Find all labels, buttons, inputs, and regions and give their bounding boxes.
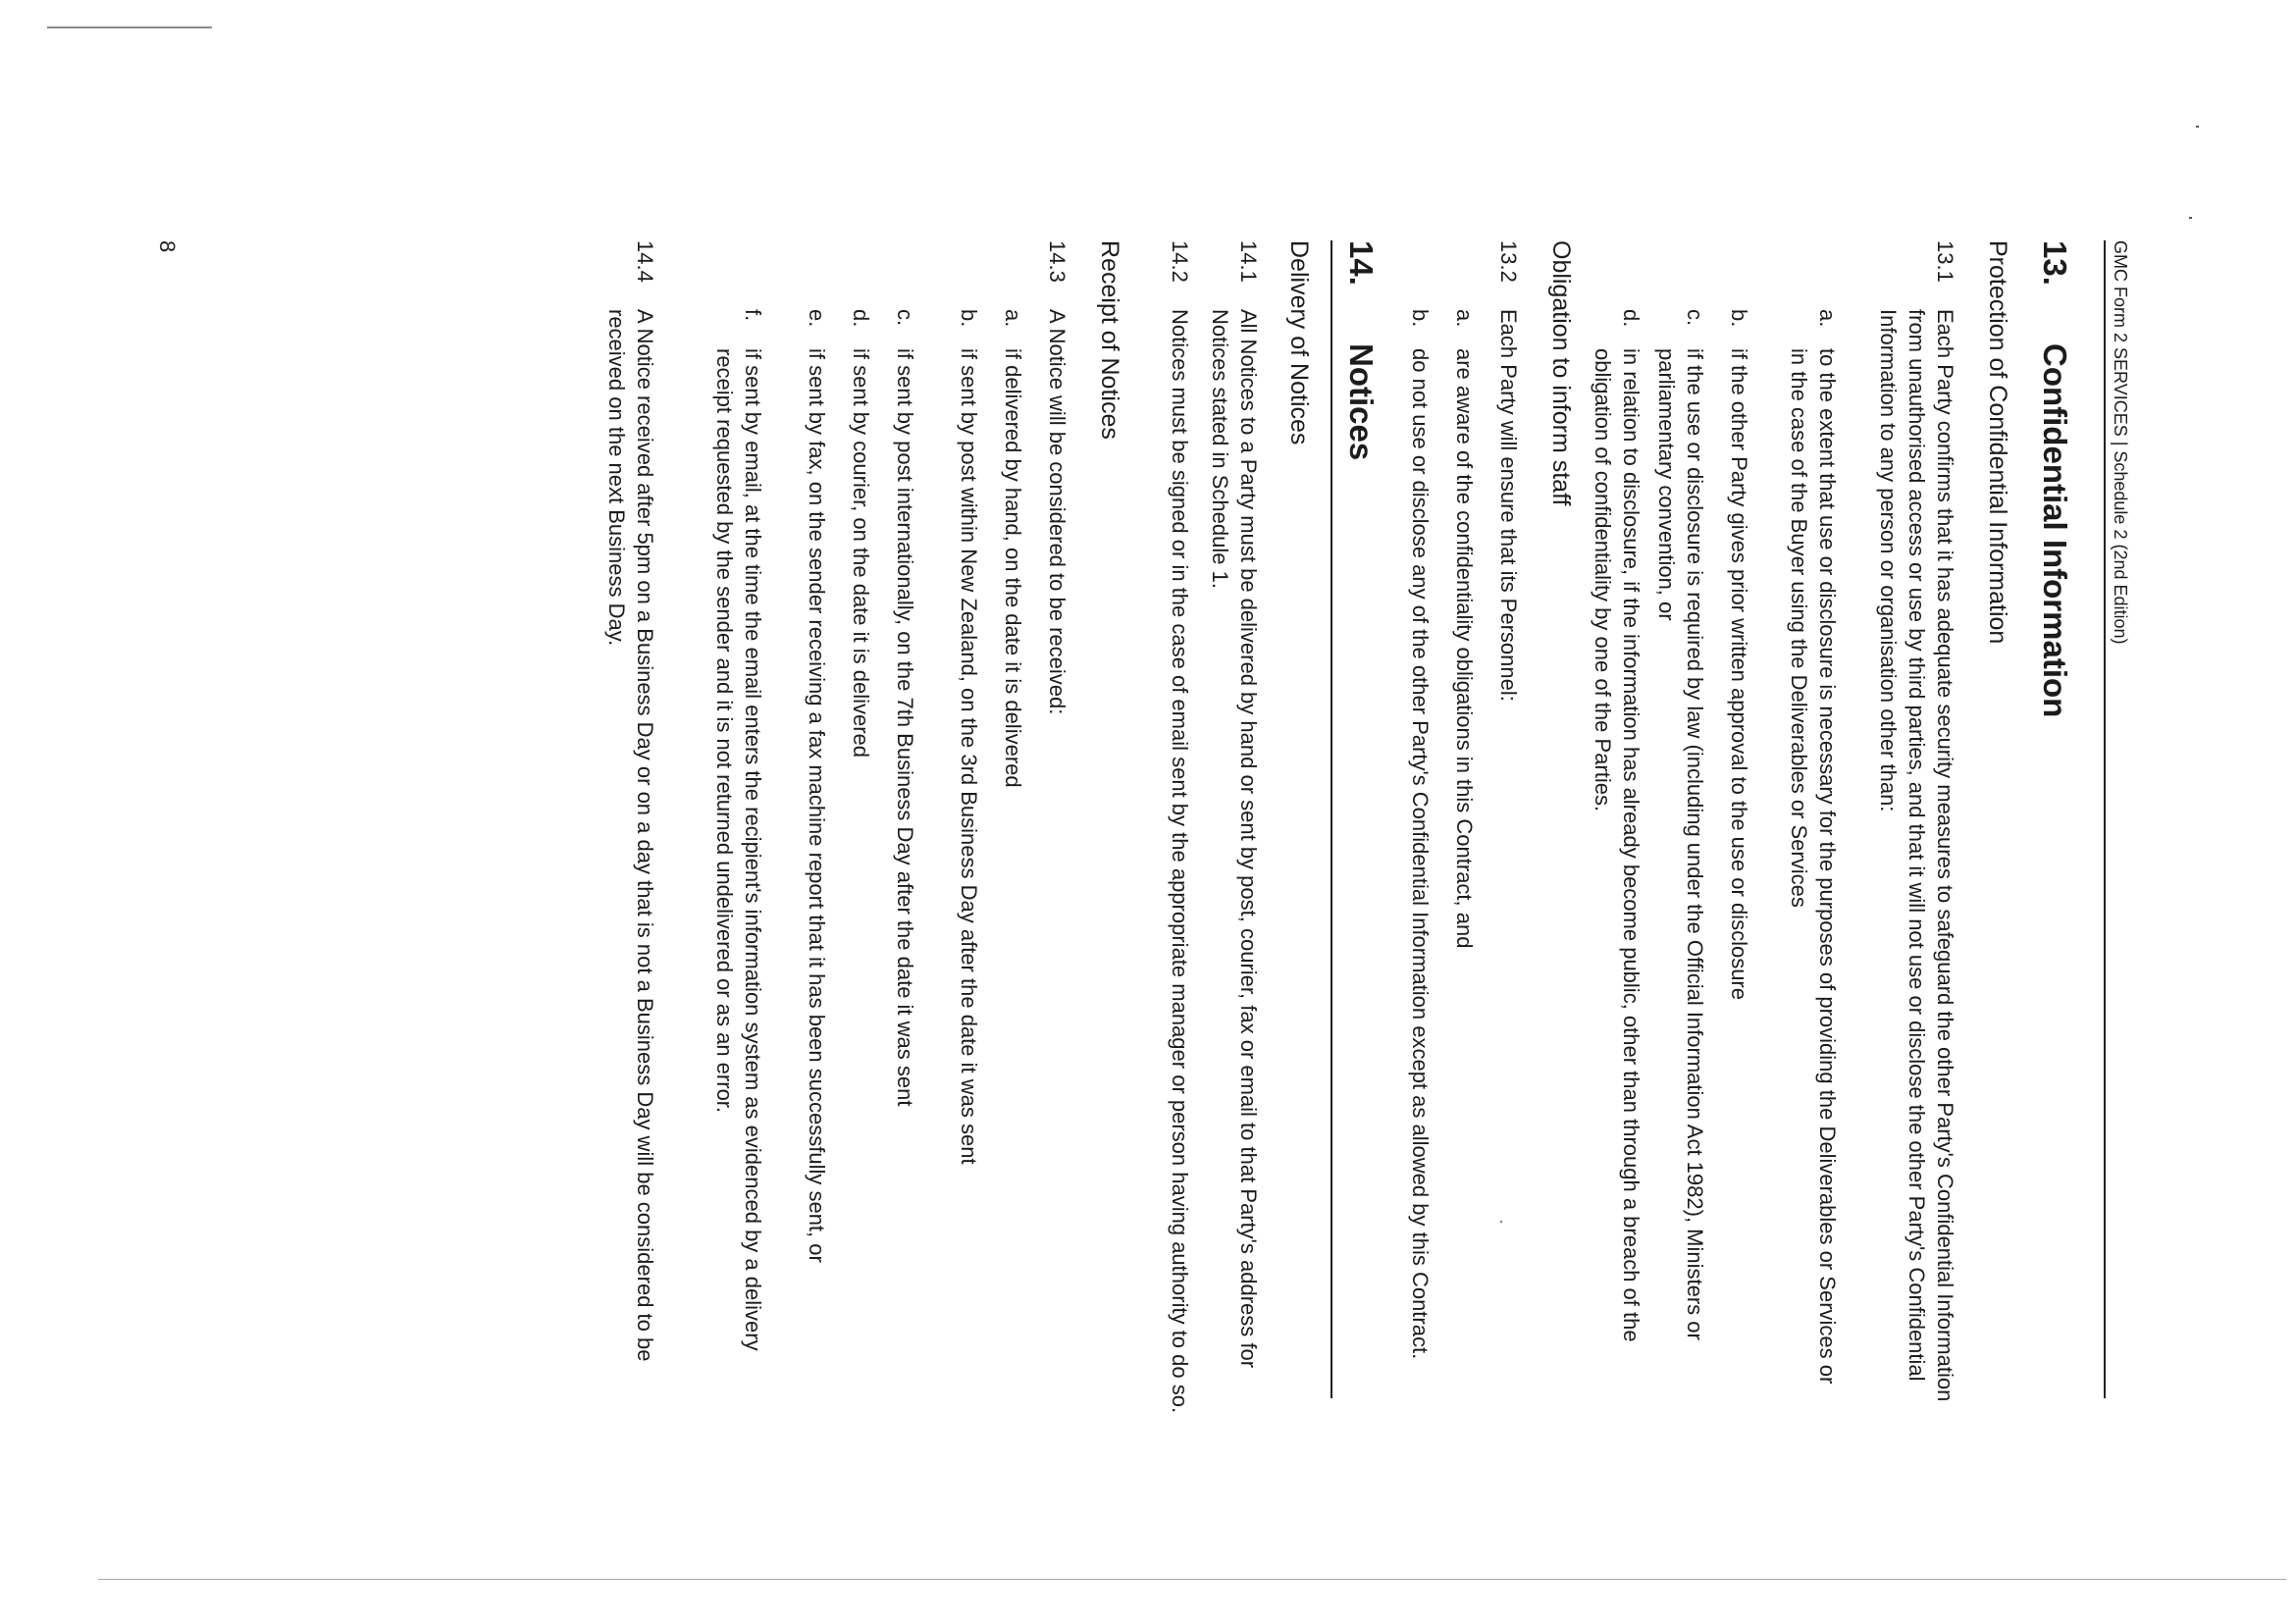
clause-13-1-number: 13.1 [1933, 240, 1957, 283]
clause-14-3-c-text: if sent by post internationally, on the 7th Business Day after the date it was sent [893, 348, 917, 1107]
clause-14-3-number: 14.3 [1045, 240, 1070, 283]
subheading-protection: Protection of Confidential Information [1984, 240, 2011, 645]
clause-13-2-b-letter: b. [1408, 309, 1433, 328]
clause-13-1-d-letter: d. [1619, 309, 1644, 328]
clause-14-3-f-letter: f. [741, 309, 765, 322]
clause-14-1-text: All Notices to a Party must be delivered by hand or sent by post, courier, fax or email to that Party's address for Notices stated in Schedule 1. [1208, 309, 1261, 1369]
rotated-document-page [128, 240, 2149, 1447]
clause-13-2-a-text: are aware of the confidentiality obligations in this Contract, and [1452, 348, 1477, 949]
clause-14-3-d-text: if sent by courier, on the date it is delivered [849, 348, 873, 759]
clause-13-1-d-text: in relation to disclosure, if the information has already become public, other than through a breach of the obligation of confidentiality by one of the Parties. [1591, 348, 1644, 1342]
clause-14-3-e-letter: e. [805, 309, 829, 328]
clause-14-3-e-text: if sent by fax, on the sender receiving a fax machine report that it has been successfully sent, or [805, 348, 829, 1263]
page-header: GMC Form 2 SERVICES | Schedule 2 (2nd Edition) [2111, 240, 2130, 645]
clause-13-2-b-text: do not use or disclose any of the other Party's Confidential Information except as allowed by this Contract. [1408, 348, 1433, 1360]
clause-14-2-text: Notices must be signed or in the case of email sent by the appropriate manager or person having authority to do so. [1168, 309, 1192, 1414]
section-14-title: Notices [1343, 343, 1380, 461]
section-13-number: 13. [2037, 240, 2073, 286]
section-13-title: Confidential Information [2037, 343, 2073, 718]
clause-13-1-c-letter: c. [1683, 309, 1707, 327]
clause-14-4-text: A Notice received after 5pm on a Business Day or on a day that is not a Business Day will be considered to be received on the next Business Day. [604, 309, 657, 1362]
clause-13-2-number: 13.2 [1496, 240, 1521, 283]
page-number: 8 [155, 240, 180, 253]
section-14-number: 14. [1343, 240, 1380, 286]
clause-14-3-c-letter: c. [893, 309, 917, 327]
scan-mark [47, 26, 212, 28]
clause-14-3-text: A Notice will be considered to be received: [1045, 309, 1070, 715]
clause-14-3-a-letter: a. [1001, 309, 1025, 328]
subheading-receipt: Receipt of Notices [1096, 240, 1123, 440]
clause-14-3-b-text: if sent by post within New Zealand, on the 3rd Business Day after the date it was sent [957, 348, 981, 1165]
subheading-obligation: Obligation to inform staff [1547, 240, 1575, 506]
clause-13-1-b-letter: b. [1727, 309, 1751, 328]
clause-14-3-f-text: if sent by email, at the time the email enters the recipient's information system as evidenced by a delivery receipt requested by the sender and it is not returned undelivered or as an error. [712, 348, 765, 1351]
clause-14-3-a-text: if delivered by hand, on the date it is delivered [1001, 348, 1025, 788]
section-rule [1331, 240, 1332, 1398]
clause-14-2-number: 14.2 [1168, 240, 1192, 283]
clause-14-3-b-letter: b. [957, 309, 981, 328]
scan-edge-line [98, 1579, 2286, 1580]
clause-14-1-number: 14.1 [1236, 240, 1261, 283]
clause-13-1-a-letter: a. [1815, 309, 1840, 328]
scan-speck [2196, 126, 2199, 128]
clause-13-2-a-letter: a. [1452, 309, 1477, 328]
subheading-delivery: Delivery of Notices [1285, 240, 1313, 445]
clause-13-1-a-text: to the extent that use or disclosure is necessary for the purposes of providing the Deliverables or Services or in the case of the Buyer using the Deliverables or Services [1787, 348, 1840, 1385]
clause-13-1-text: Each Party confirms that it has adequate security measures to safeguard the other Party's Confidential Information from unauthorised access or use by third parties, and that it will not use or disclose the other Party's Confidential Information to any person or organisation other than: [1876, 309, 1957, 1402]
header-rule [2104, 240, 2106, 1398]
clause-13-1-c-text: if the use or disclosure is required by law (including under the Official Information Act 1982), Ministers or parliamentary convention, or [1654, 348, 1707, 1340]
clause-13-2-text: Each Party will ensure that its Personnel: [1496, 309, 1521, 702]
scan-speck [2189, 217, 2192, 219]
clause-14-3-d-letter: d. [849, 309, 873, 328]
clause-14-4-number: 14.4 [633, 240, 657, 283]
clause-13-1-b-text: if the other Party gives prior written approval to the use or disclosure [1727, 348, 1751, 1000]
